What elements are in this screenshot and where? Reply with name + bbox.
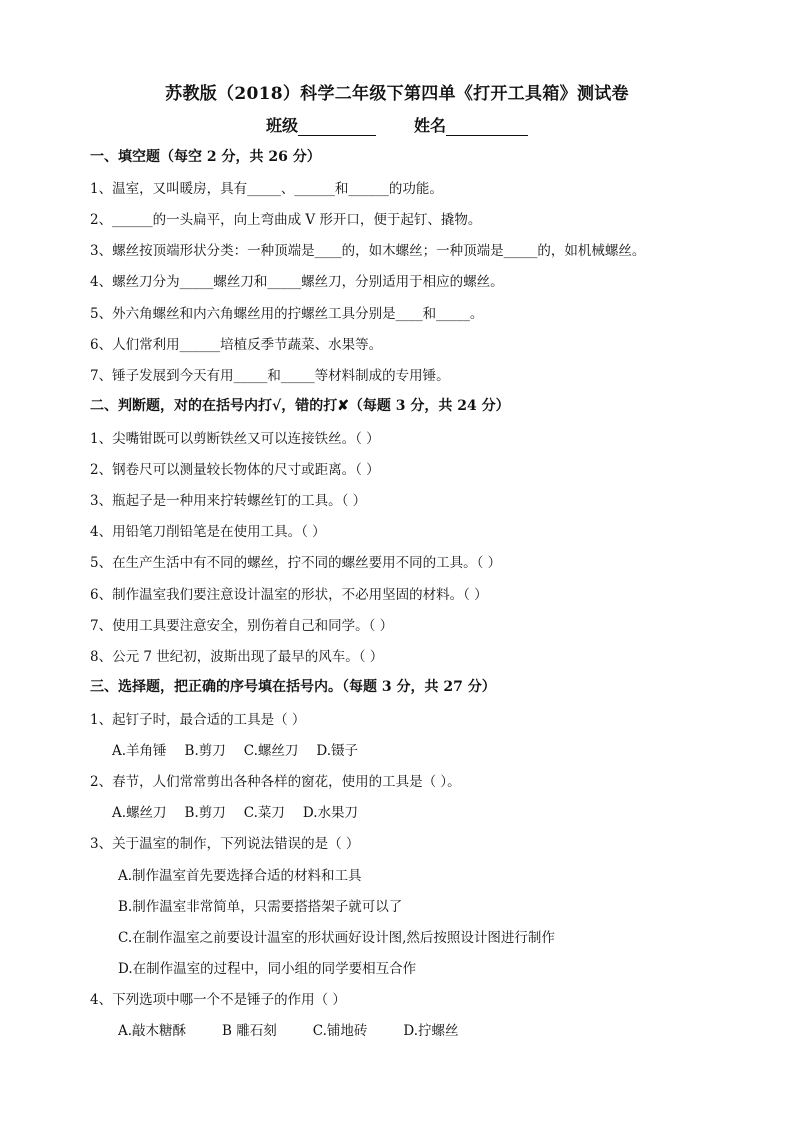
option: B.剪刀: [184, 805, 226, 821]
option: B.剪刀: [184, 743, 226, 759]
section-true-false-heading: 二、判断题，对的在括号内打√，错的打✘（每题 3 分，共 24 分）: [90, 398, 510, 414]
true-false-question: 6、制作温室我们要注意设计温室的形状，不必用坚固的材料。（ ）: [90, 587, 488, 603]
name-label: 姓名: [414, 116, 447, 135]
section-multiple-choice-heading: 三、选择题，把正确的序号填在括号内。（每题 3 分，共 27 分）: [90, 679, 496, 695]
option: D.水果刀: [302, 805, 359, 821]
option: C.铺地砖: [312, 1023, 368, 1039]
option: A.制作温室首先要选择合适的材料和工具: [118, 868, 362, 884]
true-false-question: 5、在生产生活中有不同的螺丝，拧不同的螺丝要用不同的工具。（ ）: [90, 555, 502, 571]
fill-blank-question: 6、人们常利用______培植反季节蔬菜、水果等。: [90, 337, 383, 353]
option: B.制作温室非常简单，只需要搭搭架子就可以了: [118, 899, 403, 915]
name-blank[interactable]: [446, 119, 528, 136]
fill-blank-question: 7、锤子发展到今天有用_____和_____等材料制成的专用锤。: [90, 368, 450, 384]
option: D.在制作温室的过程中，同小组的同学要相互合作: [118, 961, 417, 977]
true-false-question: 1、尖嘴钳既可以剪断铁丝又可以连接铁丝。（ ）: [90, 431, 380, 447]
choice-question-1: 1、起钉子时，最合适的工具是（ ）: [90, 712, 306, 728]
choice-question-4: 4、下列选项中哪一个不是锤子的作用（ ）: [90, 992, 346, 1008]
section-fill-blank-heading: 一、填空题（每空 2 分，共 26 分）: [90, 149, 321, 165]
option: D.拧螺丝: [403, 1023, 459, 1039]
option: C.螺丝刀: [243, 743, 299, 759]
option: A.敲木糖酥: [118, 1023, 187, 1039]
option: C.菜刀: [243, 805, 285, 821]
option: C.在制作温室之前要设计温室的形状画好设计图,然后按照设计图进行制作: [118, 930, 555, 946]
true-false-question: 2、钢卷尺可以测量较长物体的尺寸或距离。（ ）: [90, 462, 380, 478]
true-false-question: 8、公元 7 世纪初，波斯出现了最早的风车。（ ）: [90, 649, 384, 665]
choice-question-2: 2、春节，人们常常剪出各种各样的窗花，使用的工具是（ ）。: [90, 774, 461, 790]
option: A.螺丝刀: [112, 805, 167, 821]
choice-options-1: [112, 739, 376, 759]
fill-blank-question: 1、温室，又叫暖房，具有_____、______和______的功能。: [90, 181, 443, 197]
true-false-question: 4、用铅笔刀削铅笔是在使用工具。（ ）: [90, 524, 326, 540]
class-blank[interactable]: [298, 119, 376, 136]
fill-blank-question: 5、外六角螺丝和内六角螺丝用的拧螺丝工具分别是____和_____。: [90, 306, 484, 322]
fill-blank-question: 3、螺丝按顶端形状分类：一种顶端是____的，如木螺丝；一种顶端是_____的，如机械螺丝。: [90, 243, 646, 259]
option: B 雕石刻: [222, 1023, 277, 1039]
fill-blank-question: 2、______的一头扁平，向上弯曲成 V 形开口，便于起钉、撬物。: [90, 212, 482, 228]
class-label: 班级: [265, 116, 298, 135]
true-false-question: 3、瓶起子是一种用来拧转螺丝钉的工具。（ ）: [90, 493, 367, 509]
option: A.羊角锤: [112, 743, 167, 759]
option: D.镊子: [316, 743, 359, 759]
exam-title: 苏教版（2018）科学二年级下第四单《打开工具箱》测试卷: [165, 84, 629, 104]
choice-options-4: [118, 1019, 477, 1039]
choice-options-2: [112, 801, 376, 821]
fill-blank-question: 4、螺丝刀分为_____螺丝刀和_____螺丝刀，分别适用于相应的螺丝。: [90, 274, 504, 290]
choice-question-3: 3、关于温室的制作，下列说法错误的是（ ）: [90, 836, 360, 852]
class-name-row: [0, 113, 794, 136]
true-false-question: 7、使用工具要注意安全，别伤着自己和同学。（ ）: [90, 618, 394, 634]
